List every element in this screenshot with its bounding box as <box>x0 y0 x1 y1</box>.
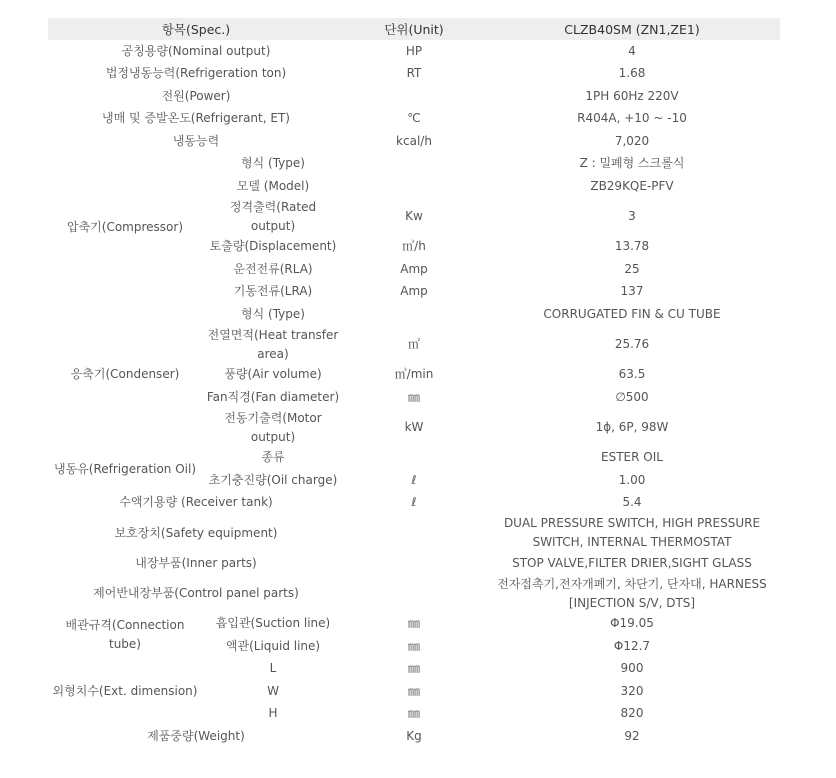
row-label: 내장부품(Inner parts) <box>135 555 257 570</box>
row-value: 1.00 <box>618 472 646 487</box>
row-label: 전동기출력(Motor output) <box>224 410 322 444</box>
table-row <box>48 85 780 108</box>
row-label: 정격출력(Rated output) <box>229 199 317 233</box>
row-value: Φ12.7 <box>613 638 651 653</box>
row-unit: ℓ <box>411 472 417 487</box>
row-label: 보호장치(Safety equipment) <box>114 525 278 540</box>
table-row <box>48 613 780 636</box>
row-label: 제품중량(Weight) <box>147 728 245 743</box>
row-label: 공칭용량(Nominal output) <box>121 43 271 58</box>
table-row <box>48 63 780 86</box>
row-value: 전자접촉기,전자개폐기, 차단기, 단자대, HARNESS [INJECTION S/V, DTS] <box>497 576 767 610</box>
row-value: 7,020 <box>614 133 650 148</box>
row-unit <box>344 175 484 198</box>
row-unit: ㎜ <box>407 683 420 698</box>
row-label: 초기충진량(Oil charge) <box>208 472 338 487</box>
row-unit: ℃ <box>407 111 421 126</box>
row-unit: ㎜ <box>407 616 420 631</box>
group-label-condenser: 응축기(Condenser) <box>70 367 180 382</box>
row-unit: Kg <box>406 728 422 743</box>
table-row <box>48 303 780 326</box>
header-unit: 단위(Unit) <box>344 18 484 40</box>
table-row <box>48 130 780 153</box>
table-row <box>48 153 780 176</box>
row-label: 전원(Power) <box>161 88 231 103</box>
row-unit <box>344 447 484 470</box>
table-row <box>48 552 780 575</box>
row-value: 137 <box>620 284 644 299</box>
row-unit: ℓ <box>411 495 417 510</box>
row-unit <box>344 552 484 575</box>
row-label: 토출량(Displacement) <box>209 239 337 254</box>
row-unit <box>344 514 484 552</box>
row-unit: ㎥/min <box>394 367 434 382</box>
table-row <box>48 447 780 470</box>
row-value: 13.78 <box>614 239 650 254</box>
row-label: 액관(Liquid line) <box>225 638 321 653</box>
spec-table <box>48 18 780 748</box>
row-unit <box>344 303 484 326</box>
row-unit: ㎜ <box>407 389 420 404</box>
row-unit: kcal/h <box>396 133 432 148</box>
row-unit: ㎜ <box>407 638 420 653</box>
row-label: 모델 (Model) <box>236 178 310 193</box>
row-label: 냉매 및 증발온도(Refrigerant, ET) <box>102 111 290 126</box>
row-value: 820 <box>620 706 644 721</box>
row-unit: ㎥/h <box>402 239 426 254</box>
row-label: 형식 (Type) <box>241 156 305 171</box>
row-value: STOP VALVE,FILTER DRIER,SIGHT GLASS <box>512 555 752 570</box>
row-value: ZB29KQE-PFV <box>590 178 674 193</box>
table-header-row <box>48 18 780 40</box>
header-model: CLZB40SM (ZN1,ZE1) <box>484 18 780 40</box>
row-value: CORRUGATED FIN & CU TUBE <box>543 306 721 321</box>
row-unit: RT <box>406 66 422 81</box>
table-row <box>48 658 780 681</box>
row-value: ESTER OIL <box>601 450 663 465</box>
table-row <box>48 725 780 748</box>
table-row <box>48 575 780 613</box>
row-label: 형식 (Type) <box>241 306 305 321</box>
row-value: 63.5 <box>618 367 646 382</box>
row-label: 종류 <box>261 450 285 465</box>
group-label-oil: 냉동유(Refrigeration Oil) <box>53 461 196 476</box>
row-value: 1PH 60Hz 220V <box>585 88 679 103</box>
row-value: Z : 밀폐형 스크롤식 <box>579 156 685 171</box>
row-value: 25.76 <box>614 337 650 351</box>
row-value: 92 <box>624 728 640 743</box>
row-unit: Amp <box>400 284 428 299</box>
row-value: 320 <box>620 683 644 698</box>
group-label-dimension: 외형치수(Ext. dimension) <box>52 683 198 698</box>
row-label: 운전전류(RLA) <box>233 261 313 276</box>
row-unit: HP <box>405 43 423 58</box>
row-label: H <box>268 706 278 721</box>
row-label: L <box>269 661 277 676</box>
row-value: 4 <box>628 43 636 58</box>
row-value: DUAL PRESSURE SWITCH, HIGH PRESSURE SWITCH, INTERNAL THERMOSTAT <box>503 516 761 549</box>
group-label-compressor: 압축기(Compressor) <box>67 220 183 235</box>
row-value: 3 <box>628 209 636 223</box>
row-value: 1ϕ, 6P, 98W <box>595 420 669 434</box>
row-label: 냉동능력 <box>172 133 220 148</box>
row-label: W <box>267 683 279 698</box>
row-unit: ㎜ <box>407 706 420 721</box>
row-unit: kW <box>404 420 424 434</box>
row-value: 5.4 <box>622 495 642 510</box>
row-value: Φ19.05 <box>610 616 654 631</box>
row-unit <box>344 85 484 108</box>
row-unit <box>344 575 484 613</box>
group-label-tube: 배관규격(Connection tube) <box>65 618 185 651</box>
row-unit: ㎡ <box>407 337 420 351</box>
row-label: 수액기용량 (Receiver tank) <box>119 495 273 510</box>
table-row <box>48 108 780 131</box>
row-unit: ㎜ <box>407 661 420 676</box>
header-spec: 항목(Spec.) <box>48 18 344 40</box>
row-value: ∅500 <box>615 389 649 404</box>
row-unit: Kw <box>405 209 423 223</box>
row-value: 1.68 <box>618 66 646 81</box>
table-row <box>48 514 780 552</box>
row-label: Fan직경(Fan diameter) <box>206 389 340 404</box>
row-label: 기동전류(LRA) <box>233 284 313 299</box>
row-value: 900 <box>620 661 644 676</box>
table-row <box>48 492 780 515</box>
row-label: 흡입관(Suction line) <box>215 616 331 631</box>
row-value: 25 <box>624 261 640 276</box>
row-label: 전열면적(Heat transfer area) <box>207 327 339 361</box>
row-label: 풍량(Air volume) <box>224 367 322 382</box>
row-unit <box>344 153 484 176</box>
row-value: R404A, +10 ~ -10 <box>577 111 687 126</box>
row-unit: Amp <box>400 261 428 276</box>
table-row <box>48 40 780 63</box>
row-label: 제어반내장부품(Control panel parts) <box>93 586 299 600</box>
row-label: 법정냉동능력(Refrigeration ton) <box>105 66 287 81</box>
